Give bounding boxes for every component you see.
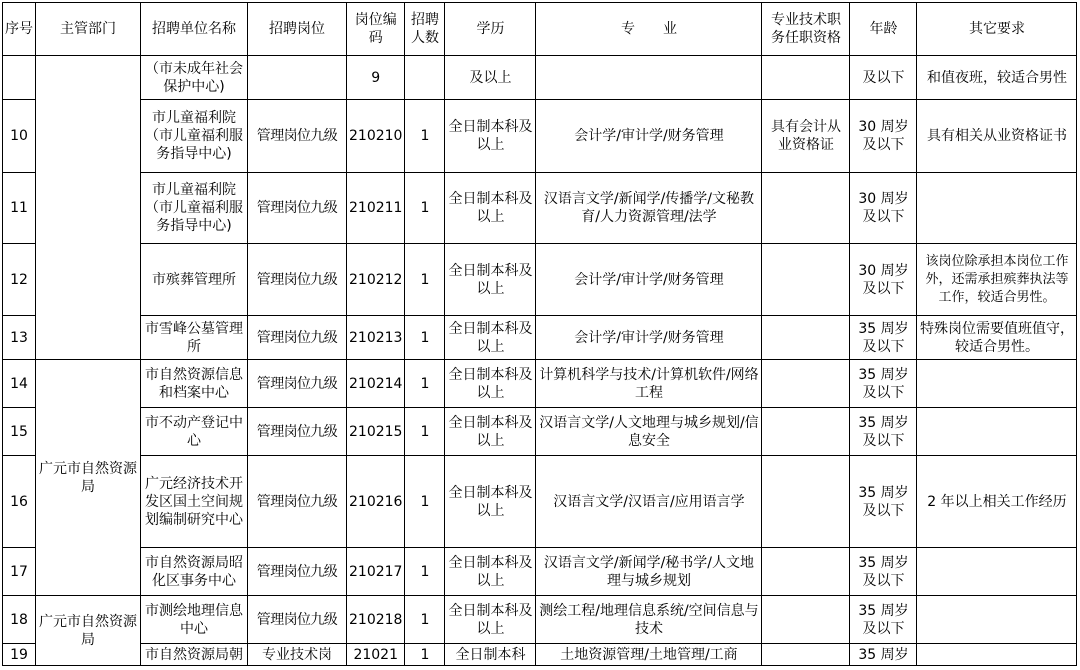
cell-age: 35 周岁及以下 [850,548,917,596]
recruitment-table [2,2,1077,666]
cell-major: 汉语言文学/人文地理与城乡规划/信息安全 [536,408,762,456]
cell-seq: 10 [3,100,36,173]
cell-seq: 11 [3,173,36,244]
cell-age: 35 周岁及以下 [850,360,917,408]
cell-code: 210212 [347,244,405,316]
cell-edu: 全日制本科及以上 [445,596,536,644]
cell-num: 1 [405,456,445,548]
cell-code: 210211 [347,173,405,244]
cell-other [917,596,1077,644]
cell-qual [762,56,850,100]
header-age: 年龄 [850,3,917,56]
cell-other: 特殊岗位需要值班值守，较适合男性。 [917,316,1077,360]
cell-other: 该岗位除承担本岗位工作外，还需承担殡葬执法等工作，较适合男性。 [917,244,1077,316]
cell-major: 土地资源管理/土地管理/工商 [536,644,762,666]
cell-qual [762,360,850,408]
cell-age: 30 周岁及以下 [850,100,917,173]
cell-num: 1 [405,360,445,408]
cell-unit: 市不动产登记中心 [141,408,248,456]
cell-code: 210216 [347,456,405,548]
cell-qual [762,244,850,316]
header-other: 其它要求 [917,3,1077,56]
cell-major: 测绘工程/地理信息系统/空间信息与技术 [536,596,762,644]
cell-seq: 17 [3,548,36,596]
cell-num: 1 [405,408,445,456]
cell-code: 210210 [347,100,405,173]
cell-age: 35 周岁及以下 [850,596,917,644]
table-row [3,244,1077,316]
cell-unit: 广元经济技术开发区国土空间规划编制研究中心 [141,456,248,548]
cell-major: 汉语言文学/新闻学/秘书学/人文地理与城乡规划 [536,548,762,596]
table-row [3,596,1077,644]
cell-major: 会计学/审计学/财务管理 [536,316,762,360]
cell-unit: 市殡葬管理所 [141,244,248,316]
cell-qual [762,644,850,666]
table-row [3,316,1077,360]
cell-qual: 具有会计从业资格证 [762,100,850,173]
cell-qual [762,548,850,596]
cell-code: 21021 [347,644,405,666]
cell-major: 计算机科学与技术/计算机软件/网络工程 [536,360,762,408]
table-row [3,360,1077,408]
cell-major [536,56,762,100]
cell-major: 汉语言文学/汉语言/应用语言学 [536,456,762,548]
cell-num: 1 [405,316,445,360]
header-code: 岗位编码 [347,3,405,56]
cell-dept: 广元市自然资源局 [36,360,141,596]
cell-post: 管理岗位九级 [248,244,347,316]
cell-age: 30 周岁及以下 [850,244,917,316]
cell-post: 管理岗位九级 [248,173,347,244]
cell-qual [762,316,850,360]
cell-edu: 全日制本科及以上 [445,100,536,173]
cell-seq: 16 [3,456,36,548]
table-row [3,548,1077,596]
cell-unit: 市自然资源局朝 [141,644,248,666]
cell-code: 210217 [347,548,405,596]
table-row [3,644,1077,666]
cell-dept [36,56,141,360]
table-row [3,56,1077,100]
cell-qual [762,456,850,548]
cell-post: 管理岗位九级 [248,596,347,644]
cell-num: 1 [405,173,445,244]
cell-seq [3,56,36,100]
cell-post: 管理岗位九级 [248,316,347,360]
cell-seq: 18 [3,596,36,644]
cell-code: 210218 [347,596,405,644]
header-dept: 主管部门 [36,3,141,56]
cell-unit: 市自然资源信息和档案中心 [141,360,248,408]
table-row [3,408,1077,456]
cell-other [917,548,1077,596]
cell-code: 210213 [347,316,405,360]
cell-age: 35 周岁及以下 [850,316,917,360]
cell-age: 35 周岁及以下 [850,456,917,548]
header-post: 招聘岗位 [248,3,347,56]
cell-seq: 15 [3,408,36,456]
cell-age: 35 周岁及以下 [850,408,917,456]
cell-num: 1 [405,644,445,666]
cell-edu: 全日制本科及以上 [445,456,536,548]
cell-edu: 全日制本科及以上 [445,244,536,316]
cell-seq: 19 [3,644,36,666]
cell-post: 管理岗位九级 [248,100,347,173]
header-edu: 学历 [445,3,536,56]
cell-post: 管理岗位九级 [248,456,347,548]
cell-num: 1 [405,596,445,644]
cell-edu: 全日制本科及以上 [445,360,536,408]
cell-num: 1 [405,548,445,596]
cell-age: 35 周岁 [850,644,917,666]
header-row [3,3,1077,56]
cell-qual [762,596,850,644]
cell-other: 具有相关从业资格证书 [917,100,1077,173]
header-unit: 招聘单位名称 [141,3,248,56]
cell-major: 汉语言文学/新闻学/传播学/文秘教育/人力资源管理/法学 [536,173,762,244]
cell-major: 会计学/审计学/财务管理 [536,244,762,316]
cell-post: 专业技术岗 [248,644,347,666]
cell-code: 210214 [347,360,405,408]
cell-age: 及以下 [850,56,917,100]
cell-unit: 市儿童福利院（市儿童福利服务指导中心) [141,100,248,173]
cell-post: 管理岗位九级 [248,548,347,596]
header-qual: 专业技术职务任职资格 [762,3,850,56]
cell-major: 会计学/审计学/财务管理 [536,100,762,173]
cell-code: 9 [347,56,405,100]
cell-post [248,56,347,100]
cell-unit: （市未成年社会保护中心) [141,56,248,100]
cell-seq: 14 [3,360,36,408]
cell-edu: 全日制本科及以上 [445,548,536,596]
table-row [3,173,1077,244]
cell-edu: 及以上 [445,56,536,100]
table-row [3,456,1077,548]
cell-unit: 市雪峰公墓管理所 [141,316,248,360]
cell-edu: 全日制本科 [445,644,536,666]
cell-num [405,56,445,100]
cell-unit: 市测绘地理信息中心 [141,596,248,644]
cell-post: 管理岗位九级 [248,408,347,456]
cell-edu: 全日制本科及以上 [445,408,536,456]
cell-edu: 全日制本科及以上 [445,316,536,360]
cell-other: 2 年以上相关工作经历 [917,456,1077,548]
cell-other [917,408,1077,456]
cell-seq: 13 [3,316,36,360]
cell-other: 和值夜班，较适合男性 [917,56,1077,100]
cell-num: 1 [405,244,445,316]
cell-other [917,644,1077,666]
cell-dept: 广元市自然资源局 [36,596,141,666]
table-row [3,100,1077,173]
cell-seq: 12 [3,244,36,316]
cell-qual [762,173,850,244]
cell-post: 管理岗位九级 [248,360,347,408]
cell-unit: 市儿童福利院（市儿童福利服务指导中心) [141,173,248,244]
cell-age: 30 周岁及以下 [850,173,917,244]
cell-num: 1 [405,100,445,173]
cell-code: 210215 [347,408,405,456]
cell-qual [762,408,850,456]
cell-unit: 市自然资源局昭化区事务中心 [141,548,248,596]
cell-edu: 全日制本科及以上 [445,173,536,244]
header-major: 专 业 [536,3,762,56]
cell-other [917,173,1077,244]
cell-other [917,360,1077,408]
header-seq: 序号 [3,3,36,56]
header-num: 招聘人数 [405,3,445,56]
